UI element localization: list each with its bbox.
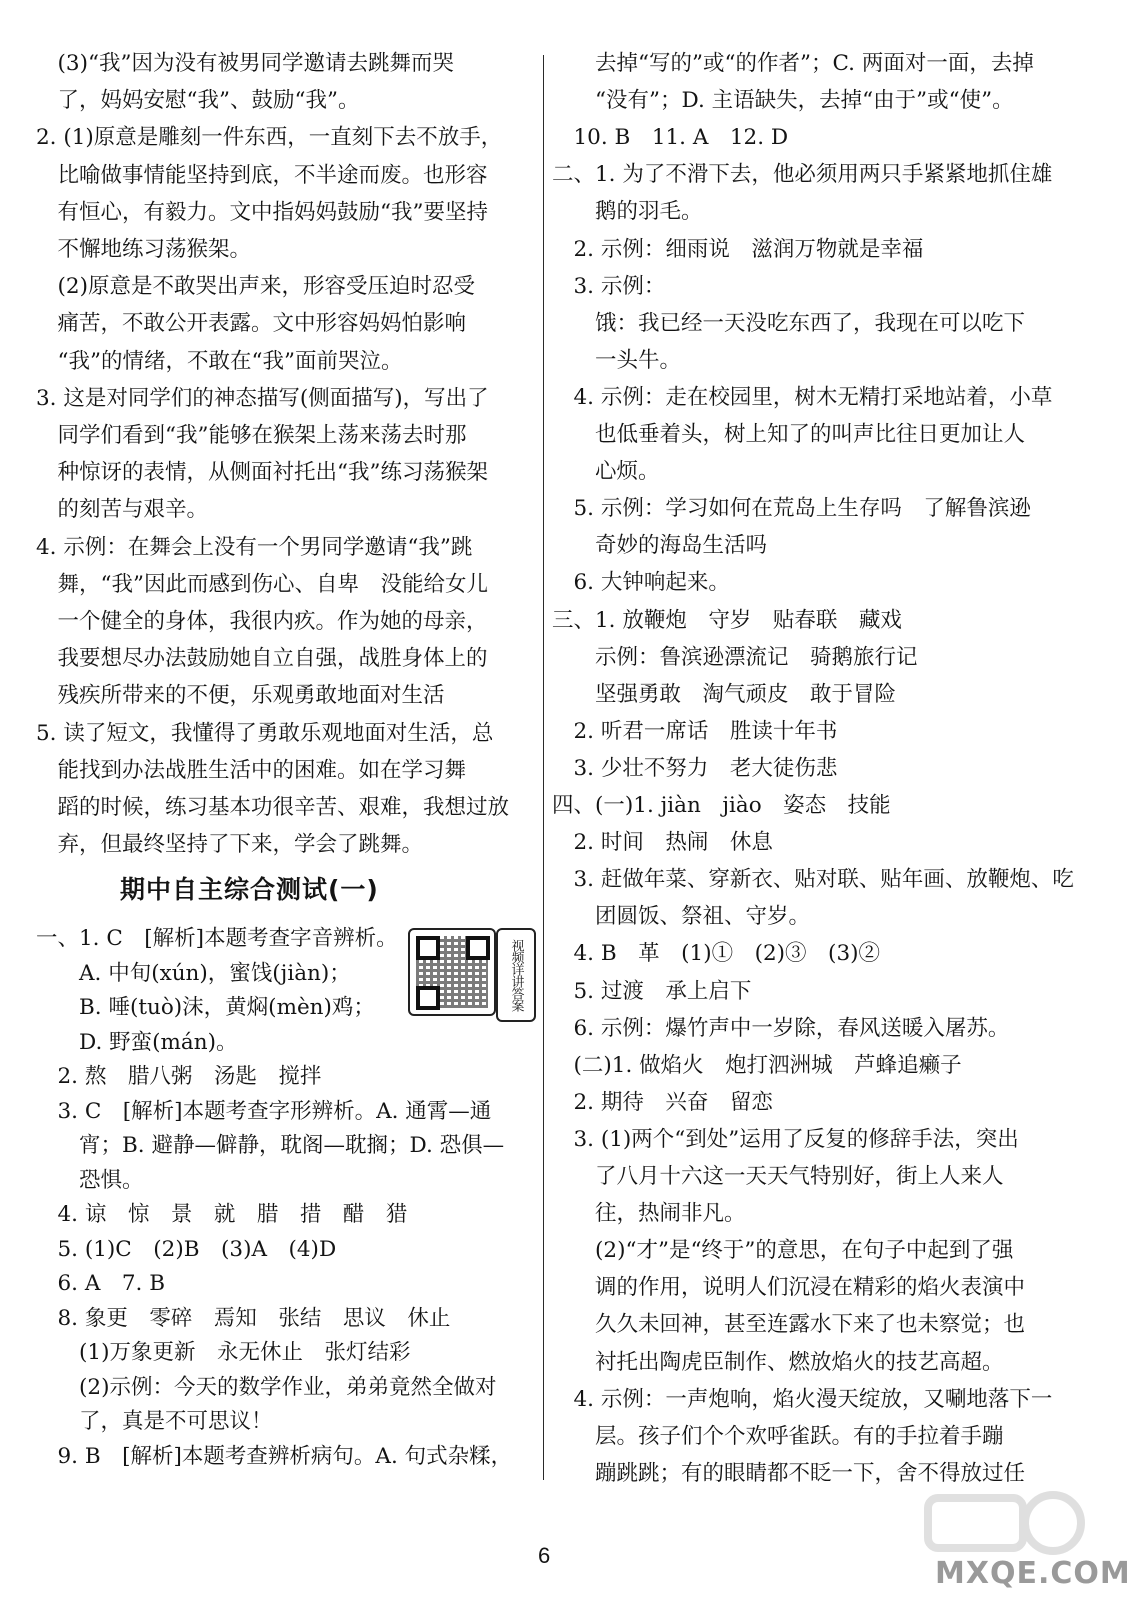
text-line: 4. 示例：在舞会上没有一个男同学邀请“我”跳 (36, 534, 473, 560)
text-line: B. 唾(tuò)沫，黄焖(mèn)鸡； (36, 995, 375, 1020)
text-line: 4. 示例：走在校园里，树木无精打采地站着，小草 (552, 384, 1053, 410)
qr-label: 视频详讲答案 (496, 928, 536, 1022)
text-line: 一个健全的身体，我很内疚。作为她的母亲， (36, 609, 488, 634)
text-line: 5. 过渡 承上启下 (552, 978, 752, 1004)
text-line: 6. 示例：爆竹声中一岁除，春风送暖入屠苏。 (552, 1015, 1010, 1041)
text-line: 比喻做事情能坚持到底，不半途而废。也形容 (36, 162, 488, 188)
text-line: 也低垂着头，树上知了的叫声比往日更加让人 (552, 422, 1026, 447)
text-line: 二、1. 为了不滑下去，他必须用两只手紧紧地抓住雄 (552, 162, 1053, 188)
text-line: 3. 这是对同学们的神态描写(侧面描写)，写出了 (36, 385, 489, 411)
text-line: 久久未回神，甚至连露水下来了也未察觉；也 (552, 1312, 1026, 1338)
text-line: 8. 象更 零碎 焉知 张结 思议 休止 (36, 1305, 451, 1331)
text-line: 调的作用，说明人们沉浸在精彩的焰火表演中 (552, 1275, 1026, 1301)
text-line: 2. (1)原意是雕刻一件东西，一直刻下去不放手， (36, 125, 503, 151)
text-line: 饿：我已经一天没吃东西了，我现在可以吃下 (552, 310, 1026, 336)
column-divider (543, 55, 544, 1480)
text-line: 层。孩子们个个欢呼雀跃。有的手拉着手蹦 (552, 1423, 1004, 1449)
text-line: 了八月十六这一天天气特别好，街上人来人 (552, 1164, 1004, 1189)
text-line: 舞，“我”因此而感到伤心、自卑 没能给女儿 (36, 571, 488, 597)
text-line: 蹦跳跳；有的眼睛都不眨一下，舍不得放过任 (552, 1460, 1026, 1486)
text-line: 了，真是不可思议！ (36, 1409, 273, 1434)
text-line: 6. 大钟响起来。 (552, 570, 730, 596)
text-line: (3)“我”因为没有被男同学邀请去跳舞而哭 (36, 51, 454, 76)
text-line: 衬托出陶虎臣制作、燃放焰火的技艺高超。 (552, 1349, 1004, 1375)
text-line: 我要想尽办法鼓励她自立自强，战胜身体上的 (36, 646, 488, 672)
text-line: 5. 示例：学习如何在荒岛上生存吗 了解鲁滨逊 (552, 496, 1031, 522)
text-line: (二)1. 做焰火 炮打泗洲城 芦蜂追癞子 (552, 1052, 962, 1078)
text-line: 恐惧。 (36, 1167, 144, 1193)
text-line: (1)万象更新 永无休止 张灯结彩 (36, 1340, 411, 1365)
text-line: 5. (1)C (2)B (3)A (4)D (36, 1236, 337, 1262)
text-line: 10. B 11. A 12. D (552, 125, 789, 151)
text-line: 心烦。 (552, 459, 660, 485)
text-line: 去掉“写的”或“的作者”；C. 两面对一面，去掉 (552, 51, 1034, 76)
text-line: 6. A 7. B (36, 1271, 166, 1296)
text-line: “我”的情绪，不敢在“我”面前哭泣。 (36, 348, 403, 374)
text-line: 示例：鲁滨逊漂流记 骑鹅旅行记 (552, 644, 918, 670)
text-line: A. 中旬(xún)，蜜饯(jiàn)； (36, 960, 351, 986)
text-line: 不懈地练习荡猴架。 (36, 237, 252, 262)
text-line: 5. 读了短文，我懂得了勇敢乐观地面对生活，总 (36, 720, 494, 746)
text-line: 宵；B. 避静—僻静，耽阁—耽搁；D. 恐俱— (36, 1133, 505, 1158)
text-line: (2)示例：今天的数学作业，弟弟竟然全做对 (36, 1374, 497, 1400)
text-line: 3. 少壮不努力 老大徒伤悲 (552, 755, 838, 781)
text-line: 3. 示例： (552, 273, 666, 299)
text-line: 鹅的羽毛。 (552, 199, 703, 225)
text-line: 坚强勇敢 淘气顽皮 敢于冒险 (552, 681, 897, 707)
text-line: 四、(一)1. jiàn jiào 姿态 技能 (552, 793, 891, 818)
text-line: 三、1. 放鞭炮 守岁 贴春联 藏戏 (552, 607, 902, 633)
text-line: 3. (1)两个“到处”运用了反复的修辞手法，突出 (552, 1126, 1019, 1152)
text-line: 团圆饭、祭祖、守岁。 (552, 904, 811, 930)
text-line: 一、1. C [解析]本题考查字音辨析。 (36, 926, 398, 951)
text-line: (2)“才”是“终于”的意思，在句子中起到了强 (552, 1238, 1014, 1264)
page-number: 6 (538, 1543, 551, 1568)
text-line: 2. 时间 热闹 休息 (552, 830, 773, 856)
text-line: 4. 谅 惊 景 就 腊 措 醋 猎 (36, 1202, 408, 1227)
text-line: 奇妙的海岛生活吗 (552, 533, 768, 559)
text-line: 2. 听君一席话 胜读十年书 (552, 718, 838, 744)
text-line: 3. 赶做年菜、穿新衣、贴对联、贴年画、放鞭炮、吃 (552, 867, 1074, 893)
text-line: 4. B 革 (1)① (2)③ (3)② (552, 941, 881, 967)
text-line: 有恒心，有毅力。文中指妈妈鼓励“我”要坚持 (36, 199, 488, 225)
watermark-text: MXQE.COM (935, 1556, 1131, 1591)
text-line: 2. 示例：细雨说 滋润万物就是幸福 (552, 236, 924, 262)
text-line: 能找到办法战胜生活中的困难。如在学习舞 (36, 757, 467, 783)
text-line: “没有”；D. 主语缺失，去掉“由于”或“使”。 (552, 88, 1014, 114)
text-line: 了，妈妈安慰“我”、鼓励“我”。 (36, 88, 360, 114)
section-title: 期中自主综合测试(一) (120, 875, 379, 904)
qr-code-icon[interactable] (408, 928, 496, 1016)
text-line: 4. 示例：一声炮响，焰火漫天绽放，又唰地落下一 (552, 1386, 1053, 1412)
text-line: 一头牛。 (552, 347, 682, 373)
text-line: 3. C [解析]本题考查字形辨析。A. 通霄—通 (36, 1098, 492, 1124)
text-line: 2. 熬 腊八粥 汤匙 搅拌 (36, 1064, 322, 1089)
text-line: 9. B [解析]本题考查辨析病句。A. 句式杂糅， (36, 1443, 513, 1469)
text-line: 种惊讶的表情，从侧面衬托出“我”练习荡猴架 (36, 460, 488, 486)
text-line: (2)原意是不敢哭出声来，形容受压迫时忍受 (36, 274, 475, 300)
text-line: 同学们看到“我”能够在猴架上荡来荡去时那 (36, 423, 467, 448)
text-line: 蹈的时候，练习基本功很辛苦、艰难，我想过放 (36, 795, 510, 820)
text-line: 痛苦，不敢公开表露。文中形容妈妈怕影响 (36, 311, 467, 337)
text-line: 2. 期待 兴奋 留恋 (552, 1089, 773, 1115)
text-line: D. 野蛮(mán)。 (36, 1029, 238, 1055)
text-line: 弃，但最终坚持了下来，学会了跳舞。 (36, 832, 424, 858)
text-line: 往，热闹非凡。 (552, 1201, 746, 1227)
text-line: 残疾所带来的不便，乐观勇敢地面对生活 (36, 683, 445, 709)
text-line: 的刻苦与艰辛。 (36, 497, 209, 523)
